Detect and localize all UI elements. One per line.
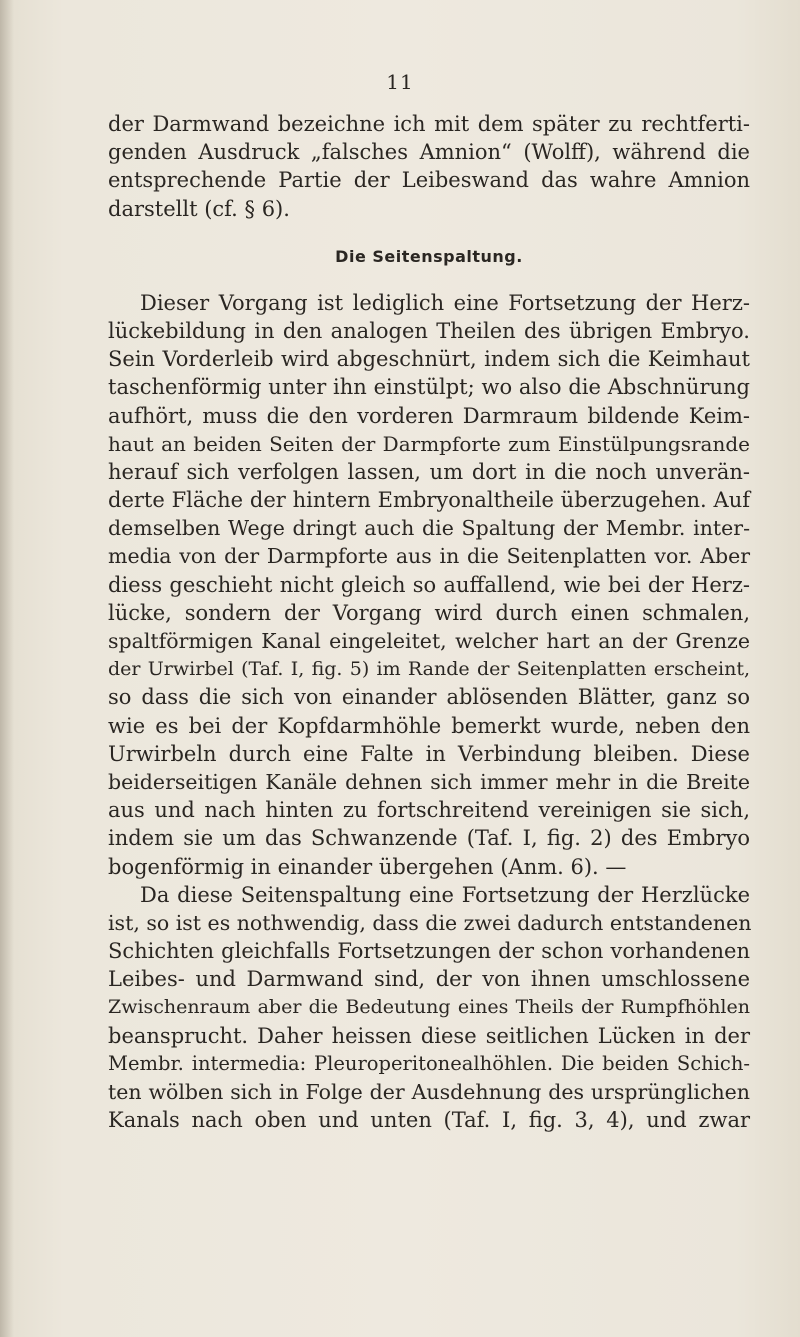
text-line: Sein Vorderleib wird abgeschnürt, indem sich die Keimhaut xyxy=(108,347,750,372)
text-line: Kanals nach oben und unten (Taf. I, fig. 3, 4), und zwar xyxy=(108,1108,750,1133)
paragraph-3 xyxy=(108,881,750,1135)
text-line: Schichten gleichfalls Fortsetzungen der schon vorhandenen xyxy=(108,939,750,964)
text-line: derte Fläche der hintern Embryonaltheile überzugehen. Auf xyxy=(108,488,750,513)
page-number: 11 xyxy=(386,70,414,94)
paragraph-2 xyxy=(108,289,750,881)
text-line: taschenförmig unter ihn einstülpt; wo also die Abschnürung xyxy=(108,375,750,400)
text-line: entsprechende Partie der Leibeswand das wahre Amnion xyxy=(108,168,750,193)
text-line: Zwischenraum aber die Bedeutung eines Theils der Rumpfhöhlen xyxy=(108,996,750,1019)
text-line: aufhört, muss die den vorderen Darmraum bildende Keim- xyxy=(108,403,750,428)
text-line: wie es bei der Kopfdarmhöhle bemerkt wurde, neben den xyxy=(108,713,750,738)
text-line: indem sie um das Schwanzende (Taf. I, fig. 2) des Embryo xyxy=(108,826,750,851)
text-line: Membr. intermedia: Pleuroperitonealhöhlen. Die beiden Schich- xyxy=(108,1051,750,1075)
text-line: beansprucht. Daher heissen diese seitlichen Lücken in der xyxy=(108,1023,750,1048)
text-line: Da diese Seitenspaltung eine Fortsetzung der Herzlücke xyxy=(140,882,750,907)
text-line: lückebildung in den analogen Theilen des übrigen Embryo. xyxy=(108,318,750,343)
text-line: darstellt (cf. § 6). xyxy=(108,196,290,221)
text-line: Leibes- und Darmwand sind, der von ihnen umschlossene xyxy=(108,967,750,992)
text-line: beiderseitigen Kanäle dehnen sich immer mehr in die Breite xyxy=(108,769,750,794)
text-line: bogenförmig in einander übergehen (Anm. 6). — xyxy=(108,854,627,879)
text-line: der Urwirbel (Taf. I, fig. 5) im Rande der Seitenplatten erscheint, xyxy=(108,658,750,681)
text-line: diess geschieht nicht gleich so auffallend, wie bei der Herz- xyxy=(108,572,750,597)
text-line: ist, so ist es nothwendig, dass die zwei dadurch entstandenen xyxy=(108,910,752,935)
body-text xyxy=(108,110,750,1134)
text-line: so dass die sich von einander ablösenden Blätter, ganz so xyxy=(108,685,750,710)
text-line: demselben Wege dringt auch die Spaltung der Membr. inter- xyxy=(108,516,750,541)
text-line: ten wölben sich in Folge der Ausdehnung des ursprünglichen xyxy=(108,1080,750,1104)
text-line: Dieser Vorgang ist lediglich eine Fortsetzung der Herz- xyxy=(140,290,750,315)
text-line: herauf sich verfolgen lassen, um dort in die noch unverän- xyxy=(108,459,750,484)
paragraph-1 xyxy=(108,110,750,223)
text-line: aus und nach hinten zu fortschreitend vereinigen sie sich, xyxy=(108,798,750,823)
text-line: spaltförmigen Kanal eingeleitet, welcher hart an der Grenze xyxy=(108,629,750,653)
section-heading: Die Seitenspaltung. xyxy=(335,246,523,266)
spine-shadow xyxy=(0,0,14,1337)
text-line: genden Ausdruck „falsches Amnion“ (Wolff), während die xyxy=(108,140,750,165)
text-line: media von der Darmpforte aus in die Seitenplatten vor. Aber xyxy=(108,544,750,569)
text-line: lücke, sondern der Vorgang wird durch einen schmalen, xyxy=(108,600,750,625)
text-line: der Darmwand bezeichne ich mit dem später zu rechtferti- xyxy=(108,112,750,136)
text-line: haut an beiden Seiten der Darmpforte zum Einstülpungsrande xyxy=(108,431,750,456)
text-line: Urwirbeln durch eine Falte in Verbindung bleiben. Diese xyxy=(108,741,750,766)
